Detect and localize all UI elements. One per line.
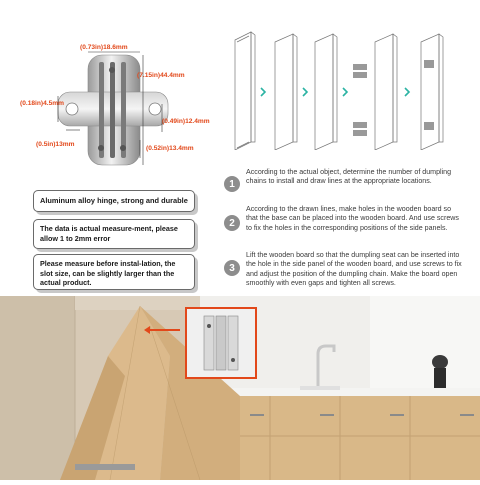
step-2-number: 2 (224, 215, 240, 231)
note-measurement (33, 219, 195, 249)
note-installation-text: Please measure before instal-lation, the slot size, can be slightly larger than the actual product. (40, 259, 176, 288)
arrow-right-icon (261, 88, 409, 96)
dimension-length-label: (7.15in)44.4mm (137, 72, 185, 79)
note-measurement-text: The data is actual measure-ment, please allow 1 to 2mm error (40, 224, 178, 243)
hinge-dimension-diagram (0, 0, 215, 175)
step-3-text: Lift the wooden board so that the dumpling seat can be inserted into the hole in the side panel of the wooden board, and use screws to fix and adjust the position of the dumpling chain. Make the board open smoothly with even gaps and tighten all screws. (246, 251, 462, 288)
step-1-text: According to the actual object, determine the number of dumpling chains to install and draw lines at the appropriate locations. (246, 168, 452, 186)
step-3-number: 3 (224, 260, 240, 276)
installation-diagram (225, 30, 465, 150)
dimension-plate-label: (0.5in)13mm (36, 141, 75, 148)
dimension-width-label: (0.73in)18.6mm (80, 44, 128, 51)
kitchen-cabinet-photo (0, 296, 480, 480)
note-material (33, 190, 195, 212)
installation-steps-illustration (225, 30, 465, 150)
dimension-depth-label: (0.49in)12.4mm (162, 118, 210, 125)
step-2-text: According to the drawn lines, make holes in the wooden board so that the base can be placed into the wooden board. And use screws to fix the holes in the corresponding positions of the side panels. (246, 205, 459, 232)
note-material-text: Aluminum alloy hinge, strong and durable (40, 196, 188, 205)
dimension-hole-label: (0.18in)4.5mm (20, 100, 64, 107)
note-installation (33, 254, 195, 290)
dimension-body-label: (0.52in)13.4mm (146, 145, 194, 152)
step-1-number: 1 (224, 176, 240, 192)
